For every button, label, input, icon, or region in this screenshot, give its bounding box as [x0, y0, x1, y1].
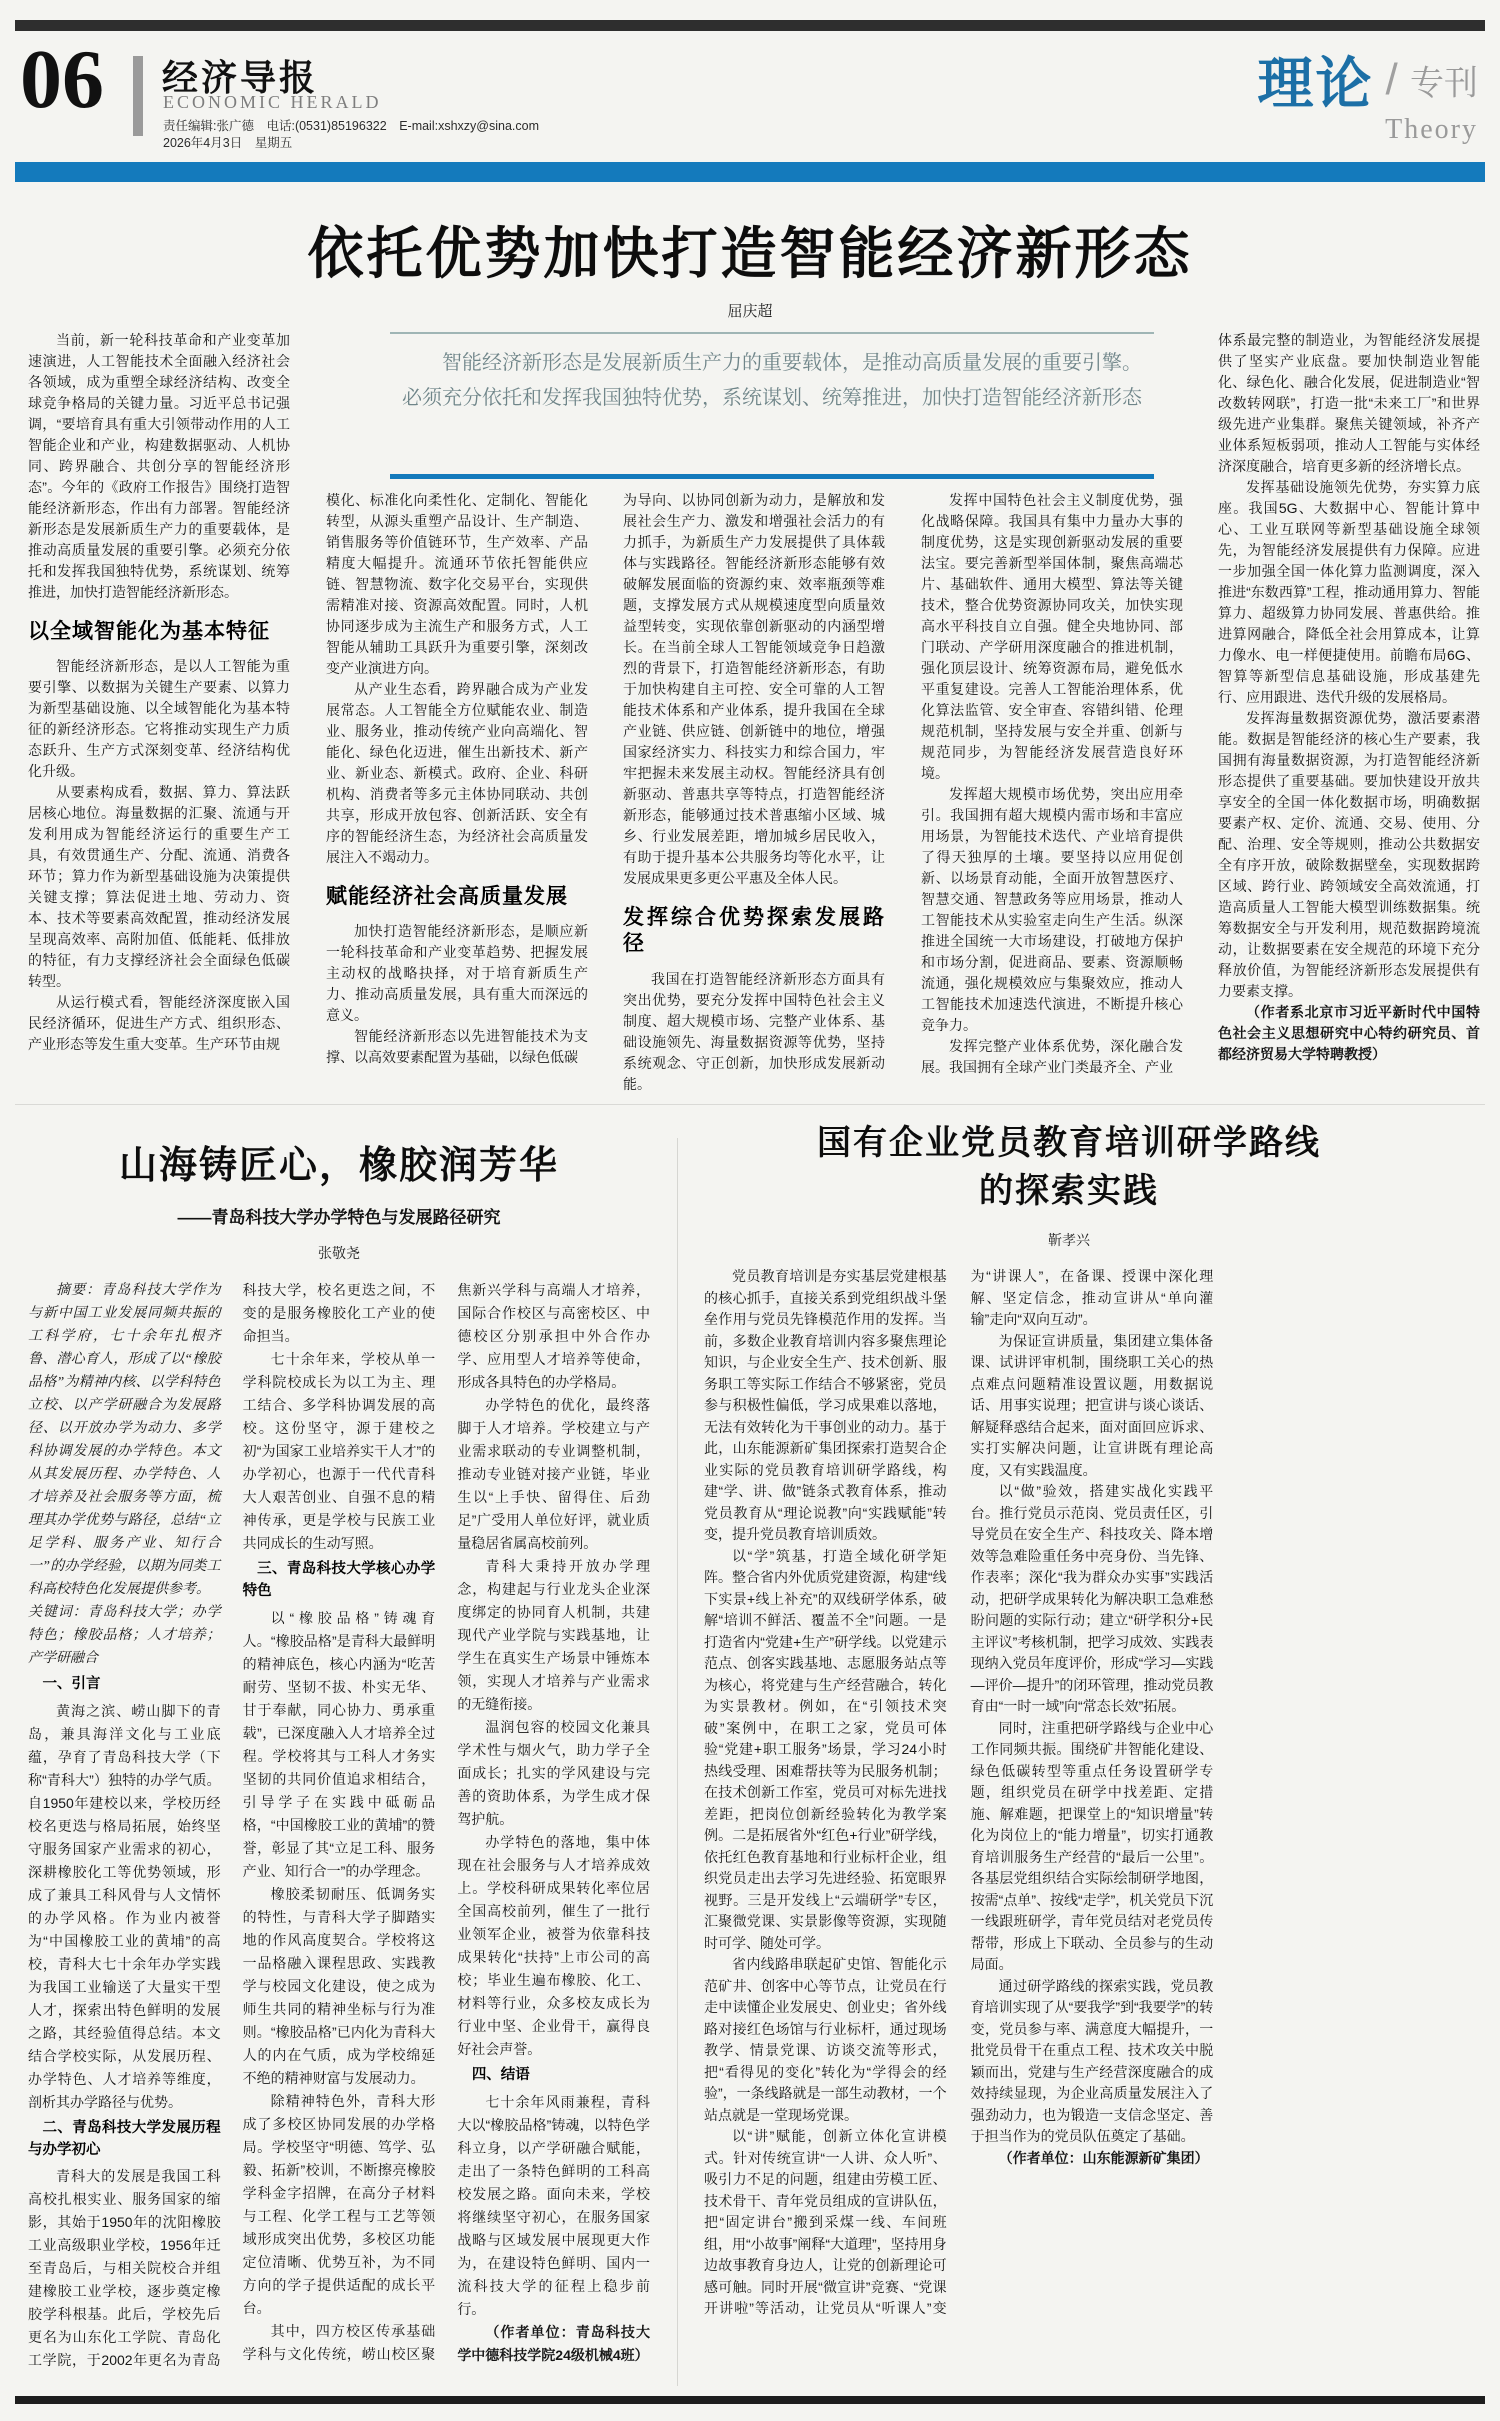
- main-byline: 屈庆超: [727, 303, 773, 320]
- article-paragraph: 七十余年来，学校从单一学科院校成长为以工为主、理工结合、多学科协调发展的高校。这份坚守，源于建校之初“为国家工业培养实干人才”的办学初心，也源于一代代青科大人艰苦创业、自强不息的精神传承，更是学校与民族工业共同成长的生动写照。: [242, 1351, 436, 1551]
- main-column-5: [1218, 330, 1480, 1092]
- page-top-rule: [15, 20, 1485, 31]
- article-paragraph: 我国在打造智能经济新形态方面具有突出优势，要充分发挥中国特色社会主义制度、超大规模市场、完整产业体系、基础设施领先、海量数据资源等优势，坚持系统观念、守正创新，加快形成发展新动能。: [623, 970, 885, 1092]
- article-paragraph: 模化、标准化向柔性化、定制化、智能化转型，从源头重塑产品设计、生产制造、销售服务等价值链环节，生产效率、产品精度大幅提升。流通环节依托智能供应链、智慧物流、数字化交易平台，实现供需精准对接、资源高效配置。同时，人机协同逐步成为主流生产和服务方式，人工智能从辅助工具跃升为重要引擎，深刻改变产业演进方向。: [326, 492, 588, 676]
- article-paragraph: 其中，四方校区传承基础学科与文化传统，崂山校区聚焦新兴学科与高端人才培养，国际合作校区与高密校区、中德校区分别承担中外合作办学、应用型人才培养等使命，形成各具特色的办学格局。: [242, 1282, 650, 2362]
- article-paragraph: （作者单位：青岛科技大学中德科技学院24级机械4班）: [457, 2323, 650, 2363]
- article-paragraph: 党员教育培训是夯实基层党建根基的核心抓手，直接关系到党组织战斗堡垒作用与党员先锋模范作用的发挥。当前，多数企业教育培训内容多聚焦理论知识，与企业安全生产、技术创新、服务职工等实际工作结合不够紧密，党员参与积极性偏低，学习成果难以落地，无法有效转化为干事创业的动力。基于此，山东能源新矿集团探索打造契合企业实际的党员教育培训研学路线，构建“学、讲、做”链条式教育体系，推动党员教育从“理论说教”向“实践赋能”转变，提升党员教育培训质效。: [704, 1268, 947, 1543]
- article-paragraph: 发挥海量数据资源优势，激活要素潜能。数据是智能经济的核心生产要素，我国拥有海量数据资源，为打造智能经济新形态提供了重要基础。要加快建设开放共享安全的全国一体化数据市场，明确数据要素产权、定价、流通、交易、使用、分配、治理、安全等规则，推动公共数据安全有序开放，破除数据壁垒，实现数据跨区域、跨行业、跨领域安全高效流通，打造高质量人工智能大模型训练数据集。统筹数据安全与开发利用，规范数据跨境流动，让数据要素在安全规范的环境下充分释放价值，为智能经济新形态发展提供有力要素支撑。: [1218, 710, 1480, 999]
- main-article-body: [28, 330, 1480, 1092]
- article-paragraph: 七十余年风雨兼程，青科大以“橡胶品格”铸魂，以特色学科立身，以产学研融合赋能，走出了一条特色鲜明的工科高校发展之路。面向未来，学校将继续坚守初心，在服务国家战略与区域发展中展现更大作为，在建设特色鲜明、国内一流科技大学的征程上稳步前行。: [457, 2093, 650, 2317]
- article-paragraph: 加快打造智能经济新形态，是顺应新一轮科技革命和产业变革趋势、把握发展主动权的战略抉择，对于培育新质生产力、推动高质量发展，具有重大而深远的意义。: [326, 923, 588, 1024]
- section-title-cn: 理论: [1257, 54, 1374, 116]
- article-subhead: 一、引言: [42, 1676, 101, 1692]
- header-accent-band: [15, 162, 1485, 182]
- section-slash: /: [1373, 55, 1410, 104]
- left-article-subtitle: ——青岛科技大学办学特色与发展路径研究: [177, 1208, 501, 1227]
- right-article-title-line1: 国有企业党员教育培训研学路线: [817, 1125, 1321, 1162]
- left-article-byline: 张敬尧: [318, 1245, 360, 1261]
- article-paragraph: 为保证宣讲质量，集团建立集体备课、试讲评审机制，围绕职工关心的热点难点问题精准设置议题，用数据说话、用事实说理；把宣讲与谈心谈话、解疑释惑结合起来，面对面回应诉求、实打实解决问题，让宣讲既有理论高度，又有实践温度。: [970, 1332, 1214, 1478]
- article-paragraph: 黄海之滨、崂山脚下的青岛，兼具海洋文化与工业底蕴，孕育了青岛科技大学（下称“青科大”）独特的办学气质。自1950年建校以来，学校历经校名更迭与格局拓展，始终坚守服务国家产业需求的初心，深耕橡胶化工等优势领域，形成了兼具工科风骨与人文情怀的办学风格。作为业内被誉为“中国橡胶工业的黄埔”的高校，青科大七十余年办学实践为我国工业输送了大量实干型人才，探索出特色鲜明的发展之路，其经验值得总结。本文结合学校实际，从发展历程、办学特色、人才培养等维度，剖析其办学路径与优势。: [28, 1702, 221, 2110]
- date-line: 2026年4月3日 星期五: [163, 136, 293, 150]
- page-number-divider: [133, 56, 143, 136]
- right-article-body: [658, 1266, 1480, 2332]
- article-paragraph: 办学特色的落地，集中体现在社会服务与人才培养成效上。学校科研成果转化率位居全国高校前列，催生了一批行业领军企业，被誉为依靠科技成果转化“扶持”上市公司的高校；毕业生遍布橡胶、化工、材料等行业，众多校友成长为行业中坚、企业骨干，赢得良好社会声誉。: [457, 1834, 650, 2057]
- right-article-title-line2: 的探索实践: [979, 1172, 1159, 1210]
- section-title-en: Theory: [1385, 114, 1478, 145]
- article-paragraph: 智能经济新形态以先进智能技术为支撑、以高效要素配置为基础，以绿色低碳: [326, 1028, 588, 1066]
- main-column-4: [921, 490, 1183, 1092]
- paper-name: 经济导报: [162, 57, 319, 98]
- page-number: 06: [20, 33, 104, 126]
- left-article-body: [28, 1279, 650, 2375]
- article-subhead: 发挥综合优势探索发展路径: [623, 906, 885, 956]
- main-headline: 依托优势加快打造智能经济新形态: [307, 224, 1193, 286]
- article-paragraph: 摘要：青岛科技大学作为与新中国工业发展同频共振的工科学府，七十余年扎根齐鲁、潜心育人，形成了以“橡胶品格”为精神内核、以学科特色立校、以产学研融合为发展路径、以开放办学为动力、多学科协调发展的办学特色。本文从其发展历程、办学特色、人才培养及社会服务等方面，梳理其办学优势与路径，总结“立足学科、服务产业、知行合一”的办学经验，以期为同类工科高校特色化发展提供参考。: [28, 1283, 221, 1597]
- article-paragraph: 以“学”筑基，打造全域化研学矩阵。整合省内外优质党建资源，构建“线下实景+线上补充”的双线研学体系，破解“培训不鲜活、覆盖不全”问题。一是打造省内“党建+生产”研学线。以党建示范点、创客实践基地、志愿服务站点等为核心，将党建与生产经营融合，转化为实景教材。例如，在“引领技术突破”案例中，在职工之家，党员可体验“党建+职工服务”场景，学习24小时热线受理、困难帮扶等为民服务机制；在技术创新工作室，党员可对标先进找差距，把岗位创新经验转化为教学案例。二是拓展省外“红色+行业”研学线，依托红色教育基地和行业标杆企业，组织党员走出去学习先进经验、拓宽眼界视野。三是开发线上“云端研学”专区，汇聚微党课、实景影像等资源，实现随时可学、随处可学。: [704, 1547, 947, 1951]
- article-paragraph: 关键词：青岛科技大学；办学特色；橡胶品格；人才培养；产学研融合: [28, 1605, 221, 1666]
- article-subhead: 二、青岛科技大学发展历程与办学初心: [28, 2119, 221, 2158]
- left-article-title: 山海铸匠心，橡胶润芳华: [118, 1145, 559, 1187]
- editor-contact-line: 责任编辑:张广德 电话:(0531)85196322 E-mail:xshxzy@sina.com: [163, 119, 539, 133]
- article-paragraph: （作者单位：山东能源新矿集团）: [998, 2149, 1209, 2166]
- main-column-3: [623, 490, 885, 1092]
- article-paragraph: 发挥中国特色社会主义制度优势，强化战略保障。我国具有集中力量办大事的制度优势，这是实现创新驱动发展的重要法宝。要完善新型举国体制，聚焦高端芯片、基础软件、通用大模型、算法等关键技术，整合优势资源协同攻关，加快实现高水平科技自立自强。健全央地协同、部门联动、产学研用深度融合的推进机制，强化顶层设计、统筹资源布局，避免低水平重复建设。完善人工智能治理体系，优化算法监管、安全审查、容错纠错、伦理规范机制，坚持发展与安全并重、创新与规范同步，为智能经济发展营造良好环境。: [921, 492, 1183, 781]
- article-paragraph: 橡胶柔韧耐压、低调务实的特性，与青科大学子脚踏实地的作风高度契合。学校将这一品格融入课程思政、实践教学与校园文化建设，使之成为师生共同的精神坐标与行为准则。“橡胶品格”已内化为青科大人的内在气质，成为学校绵延不绝的精神财富与发展动力。: [242, 1885, 436, 2086]
- section-title-row: [1257, 40, 1478, 120]
- article-paragraph: 通过研学路线的探索实践，党员教育培训实现了从“要我学”到“我要学”的转变，党员参与率、满意度大幅提升，一批党员骨干在重点工程、技术攻关中脱颖而出，党建与生产经营深度融合的成效持续显现，为企业高质量发展注入了强劲动力，也为锻造一支信念坚定、善于担当作为的党员队伍奠定了基础。: [970, 1977, 1214, 2145]
- article-paragraph: 体系最完整的制造业，为智能经济发展提供了坚实产业底盘。要加快制造业智能化、绿色化、融合化发展，促进制造业“智改数转网联”，打造一批“未来工厂”和世界级先进产业集群。聚焦关键领域，补齐产业体系短板弱项，推动人工智能与实体经济深度融合，培育更多新的经济增长点。: [1218, 332, 1480, 474]
- article-subhead: 四、结语: [471, 2067, 530, 2083]
- left-article: [28, 1120, 650, 2375]
- article-subhead: 赋能经济社会高质量发展: [326, 885, 568, 908]
- article-paragraph: 青科大秉持开放办学理念，构建起与行业龙头企业深度绑定的协同育人机制，共建现代产业学院与实践基地，让学生在真实生产场景中锤炼本领，实现人才培养与产业需求的无缝衔接。: [457, 1558, 650, 1712]
- article-paragraph: 发挥超大规模市场优势，突出应用牵引。我国拥有超大规模内需市场和丰富应用场景，为智能技术迭代、产业培育提供了得天独厚的土壤。要坚持以应用促创新、以场景育动能，全面开放智慧医疗、智慧交通、智慧政务等应用场景，推动人工智能技术从实验室走向生产生活。纵深推进全国统一大市场建设，打破地方保护和市场分割，促进商品、要素、资源顺畅流通，强化规模效应与集聚效应，推动人工智能技术加速迭代演进，不断提升核心竞争力。: [921, 786, 1183, 1033]
- right-article-byline: 靳孝兴: [1048, 1232, 1090, 1249]
- section-divider-rule: [15, 1104, 1485, 1105]
- article-paragraph: 以“做”验效，搭建实战化实践平台。推行党员示范岗、党员责任区，引导党员在安全生产、科技攻关、降本增效等急难险重任务中亮身份、当先锋、作表率；深化“我为群众办实事”实践活动，把研学成果转化为解决职工急难愁盼问题的实际行动；建立“研学积分+民主评议”考核机制，把学习成效、实践表现纳入党员年度评价，形成“学习—实践—评价—提升”的闭环管理，推动党员教育由“一时一域”向“常态长效”拓展。: [970, 1483, 1214, 1715]
- article-paragraph: 当前，新一轮科技革命和产业变革加速演进，人工智能技术全面融入经济社会各领域，成为重塑全球经济结构、改变全球竞争格局的关键力量。习近平总书记强调，“要培育具有重大引领带动作用的人工智能企业和产业，构建数据驱动、人机协同、跨界融合、共创分享的智能经济形态”。今年的《政府工作报告》围绕打造智能经济新形态，作出有力部署。智能经济新形态是发展新质生产力的重要载体，是推动高质量发展的重要引擎。必须充分依托和发挥我国独特优势，系统谋划、统筹推进，加快打造智能经济新形态。: [28, 332, 290, 600]
- article-paragraph: 除精神特色外，青科大形成了多校区协同发展的办学格局。学校坚守“明德、笃学、弘毅、拓新”校训，不断擦亮橡胶学科金字招牌，在高分子材料与工程、化学工程与工艺等领域形成突出优势，多校区功能定位清晰、优势互补，为不同方向的学子提供适配的成长平台。: [242, 2092, 436, 2316]
- page-bottom-rule: [15, 2396, 1485, 2404]
- section-masthead: [1257, 40, 1478, 146]
- article-subhead: 以全域智能化为基本特征: [28, 620, 270, 643]
- right-article-title: [658, 1120, 1480, 1215]
- main-column-2: [326, 490, 588, 1092]
- article-paragraph: （作者系北京市习近平新时代中国特色社会主义思想研究中心特约研究员、首都经济贸易大学特聘教授）: [1218, 1004, 1480, 1062]
- article-paragraph: 从产业生态看，跨界融合成为产业发展常态。人工智能全方位赋能农业、制造业、服务业，推动传统产业向高端化、智能化、绿色化迈进，催生出新技术、新产业、新业态、新模式。政府、企业、科研机构、消费者等多元主体协同联动、共创共享，形成开放包容、创新活跃、安全有序的智能经济生态，为经济社会高质量发展注入不竭动力。: [326, 681, 588, 865]
- article-paragraph: 办学特色的优化，最终落脚于人才培养。学校建立与产业需求联动的专业调整机制，推动专业链对接产业链，毕业生以“上手快、留得住、后劲足”广受用人单位好评，就业质量稳居省属高校前列。: [457, 1397, 650, 1551]
- section-subtitle: 专刊: [1410, 65, 1478, 103]
- article-paragraph: 同时，注重把研学路线与企业中心工作同频共振。围绕矿井智能化建设、绿色低碳转型等重点任务设置研学专题，组织党员在研学中找差距、定措施、解难题，把课堂上的“知识增量”转化为岗位上的“能力增量”，切实打通教育培训服务生产经营的“最后一公里”。各基层党组织结合实际绘制研学地图，按需“点单”、按线“走学”，机关党员下沉一线跟班研学，青年党员结对老党员传帮带，形成上下联动、全员参与的生动局面。: [970, 1719, 1214, 1973]
- article-paragraph: 青科大的发展是我国工科高校扎根实业、服务国家的缩影，其始于1950年的沈阳橡胶工业高级职业学校，1956年迁至青岛后，与相关院校合并组建橡胶工业学校，逐步奠定橡胶学科根基。此后，学校先后更名为山东化工学院、青岛化工学院，于2002年更名为青岛科技大学，校名更迭之间，不变的是服务橡胶化工产业的使命担当。: [28, 1282, 436, 2369]
- article-subhead: 三、青岛科技大学核心办学特色: [242, 1561, 436, 1599]
- article-paragraph: 省内线路串联起矿史馆、智能化示范矿井、创客中心等节点，让党员在行走中读懂企业发展史、创业史；省外线路对接红色场馆与行业标杆，通过现场教学、情景党课、访谈交流等形式，把“看得见的变化”转化为“学得会的经验”，一条线路就是一部生动教材，一个站点就是一堂现场党课。: [704, 1956, 947, 2123]
- article-paragraph: 以“橡胶品格”铸魂育人。“橡胶品格”是青科大最鲜明的精神底色，核心内涵为“吃苦耐劳、坚韧不拔、朴实无华、甘于奉献，同心协力、勇承重载”，已深度融入人才培养全过程。学校将其与工科人才务实坚韧的共同价值追求相结合，引导学子在实践中砥砺品格，“中国橡胶工业的黄埔”的赞誉，彰显了其“立足工科、服务产业、知行合一”的办学理念。: [242, 1609, 436, 1879]
- article-paragraph: 为导向、以协同创新为动力，是解放和发展社会生产力、激发和增强社会活力的有力抓手，为新质生产力发展提供了具体载体与实践路径。智能经济新形态能够有效破解发展面临的资源约束、效率瓶颈等难题，支撑发展方式从规模速度型向质量效益型转变，实现依靠创新驱动的内涵型增长。在当前全球人工智能领域竞争日趋激烈的背景下，打造智能经济新形态，有助于加快构建自主可控、安全可靠的人工智能技术体系和产业体系，提升我国在全球产业链、供应链、创新链中的地位，增强国家经济实力、科技实力和综合国力，牢牢把握未来发展主动权。智能经济具有创新驱动、普惠共享等特点，打造智能经济新形态，能够通过技术普惠缩小区域、城乡、行业发展差距，增加城乡居民收入，有助于提升基本公共服务均等化水平，让发展成果更多更公平惠及全体人民。: [623, 492, 885, 886]
- main-pull-quote: 智能经济新形态是发展新质生产力的重要载体，是推动高质量发展的重要引擎。必须充分依托和发挥我国独特优势，系统谋划、统筹推进，加快打造智能经济新形态: [390, 332, 1154, 479]
- article-paragraph: 发挥基础设施领先优势，夯实算力底座。我国5G、大数据中心、智能计算中心、工业互联网等新型基础设施全球领先，为智能经济发展提供有力保障。应进一步加强全国一体化算力监测调度，深入推进“东数西算”工程，推动通用算力、智能算力、超级算力协同发展、普惠供给。推进算网融合，降低全社会用算成本，让算力像水、电一样便捷使用。前瞻布局6G、智算等新型信息基础设施，形成基建先行、应用跟进、迭代升级的发展格局。: [1218, 479, 1480, 705]
- article-paragraph: 以“讲”赋能，创新立体化宣讲模式。针对传统宣讲“一人讲、众人听”、吸引力不足的问题，组建由劳模工匠、技术骨干、青年党员组成的宣讲队伍，把“固定讲台”搬到采煤一线、车间班组，用“小故事”阐释“大道理”，坚持用身边故事教育身边人，让党的创新理论可感可触。同时开展“微宣讲”竞赛、“党课开讲啦”等活动，让党员从“听课人”变为“讲课人”，在备课、授课中深化理解、坚定信念，推动宣讲从“单向灌输”走向“双向互动”。: [704, 1268, 1214, 2317]
- paper-name-english: ECONOMIC HERALD: [163, 92, 382, 112]
- right-article: [658, 1118, 1480, 2332]
- article-paragraph: 从要素构成看，数据、算力、算法跃居核心地位。海量数据的汇聚、流通与开发利用成为智能经济运行的重要生产工具，有效贯通生产、分配、流通、消费各环节；算力作为新型基础设施为决策提供关键支撑；算法促进土地、劳动力、资本、技术等要素高效配置，推动经济发展呈现高效率、高附加值、低能耗、低排放的特征，有力支撑经济社会全面绿色低碳转型。: [28, 784, 290, 990]
- article-paragraph: 从运行模式看，智能经济深度嵌入国民经济循环，促进生产方式、组织形态、产业形态等发生重大变革。生产环节由规: [28, 994, 290, 1053]
- article-paragraph: 智能经济新形态，是以人工智能为重要引擎、以数据为关键生产要素、以算力为新型基础设施、以全域智能化为基本特征的新经济形态。它将推动实现生产力质态跃升、生产方式深刻变革、经济结构优化升级。: [28, 658, 290, 780]
- article-paragraph: 温润包容的校园文化兼具学术性与烟火气，助力学子全面成长；扎实的学风建设与完善的资助体系，为学生成才保驾护航。: [457, 1719, 650, 1827]
- article-paragraph: 发挥完整产业体系优势，深化融合发展。我国拥有全球产业门类最齐全、产业: [921, 1038, 1183, 1075]
- main-column-1: [28, 330, 290, 1092]
